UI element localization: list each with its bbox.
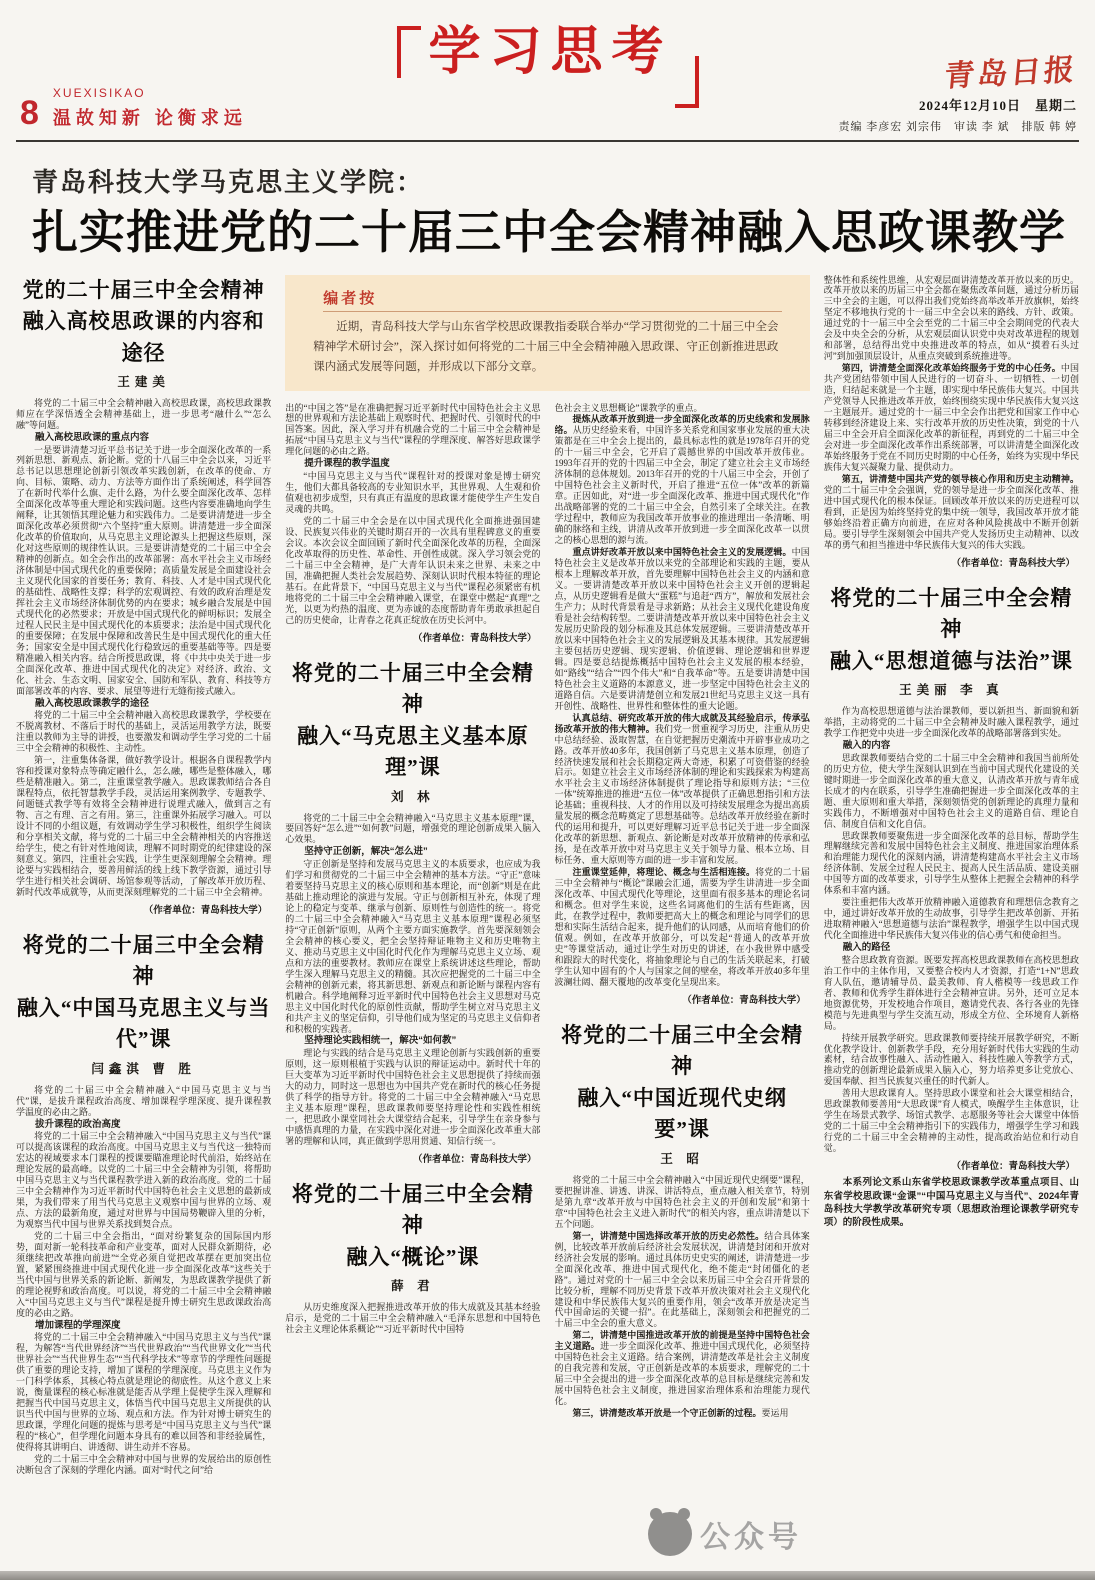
editorial-staff: 责编 李彦宏 刘宗伟 审读 李 斌 排版 韩 婷 bbox=[838, 121, 1077, 133]
body-paragraph: 第四，讲清楚全面深化改革始终服务于党的中心任务。中国共产党团结带领中国人民进行的一切奋斗、一切牺牲、一切创造，归结起来就是一个主题，即实现中华民族伟大复兴。中国共产党领导人民推进改革开放，始终围绕实现中华民族伟大复兴这一主题展开。通过党的十一届三中全会作出把党和国家工作中心转移到经济建设上来、实行改革开放的历史性决策，到党的十八届三中全会开启全面深化改革的新征程，再到党的二十届三中全会对进一步全面深化改革作出系统部署，可以讲清楚全面深化改革始终服务于党在不同历史时期的中心任务，始终为实现中华民族伟大复兴凝聚力量、提供动力。 bbox=[823, 363, 1079, 472]
body-paragraph: 第二，讲清楚中国推进改革开放的前提是坚持中国特色社会主义道路。进一步全面深化改革、推进中国式现代化，必须坚持中国特色社会主义道路。结合案例，讲清楚改革是社会主义制度的自我完善和发展，守正创新是改革的本质要求，理解党的二十届三中全会提出的进一步全面深化改革的总目标是继续完善和发展中国特色社会主义制度，推进国家治理体系和治理能力现代化。 bbox=[554, 1330, 810, 1407]
body-paragraph: 认真总结、研究改革开放的伟大成就及其经验启示，传承弘扬改革开放的伟大精神。我们党一贯重视学习历史，注重从历史中总结经验、汲取智慧，在自觉把握历史潮流中开辟事业成功之路。改革开放40多年，我国创新了马克思主义基本原理，创造了经济快速发展和社会长期稳定两大奇迹，积累了可资借鉴的经验启示。如建立社会主义市场经济体制的理论和实践探索为构建高水平社会主义市场经济体制提供了理论指导和原则方法；“三位一体”统筹推进的推进“五位一体”改革提供了正确思想指引和方法论基础；重视科技、人才的作用以及可持续发展理念为提出高质量发展的概念范畴奠定了思想基础等。总结改革开放经验在新时代的运用和提升，可以更好理解习近平总书记关于进一步全面深化改革的新思想、新观点、新论断是对改革开放精神的传承和弘扬，是在改革开放中对马克思主义关于领导力量、根本立场、目标任务、重大原则等方面的进一步丰富和发展。 bbox=[554, 712, 810, 866]
body-paragraph: 整合思政教育资源。既要发挥高校思政课教师在高校思想政治工作中的主体作用，又要整合校内人才资源，打造“1+N”思政育人队伍，邀请辅导员、最美教师、育人楷模等一线思政工作者、教师和优秀学生群体进行全会精神宣讲。另外，还可立足本地资源优势，开发校地合作项目，邀请党代表、各行各业的先锋模范与先进典型与学生交流互动，形成全方位、全环境育人新格局。 bbox=[823, 954, 1079, 1031]
section-subhead: 融入高校思政课教学的途径 bbox=[35, 697, 150, 709]
article-authors: 闫鑫淇 曹 胜 bbox=[91, 1061, 196, 1076]
page-header bbox=[16, 26, 1079, 142]
paragraph-lead: 注重课堂延伸，将理论、概念与生活相连接。 bbox=[572, 867, 756, 878]
body-paragraph: 持续开展教学研究。思政课教师要持续开展教学研究，不断优化教学设计、创新教学手段，充分用好新时代伟大实践的生动素材，结合故事性融入、活动性融入、科技性融入等教学方式，推动党的创新理论最新成果入脑入心，努力培养更多让党放心、爱国奉献、担当民族复兴重任的时代新人。 bbox=[823, 1032, 1079, 1087]
section-subhead: 坚持理论实践相统一，解决“如何教” bbox=[304, 1035, 457, 1047]
body-paragraph: 注重课堂延伸，将理论、概念与生活相连接。将党的二十届三中全会精神与“概论”课融会汇通，需要为学生讲清进一步全面深化改革、中国式现代化等理论，这里面有很多基本的理论名词和概念。但对学生来说，这些名词离他们的生活有些距离，因此，在教学过程中，教师要把高大上的概念和理论与同学们的思想和实际生活结合起来，提升他们的认同感，从而培育他们的价值观。例如，在改革开放部分，可以发起“普通人的改革开放史”等课堂活动，通过让学生对历史的讲述，在小我世界中感受和跟踪大的时代变化，将抽象理论与自己的生活关联起来，打破学生认知中固有的个人与国家之间的壁垒，将改革开放40多年里波澜壮阔、翻天覆地的改革变化呈现出来。 bbox=[554, 867, 810, 987]
section-subhead: 拔升课程的政治高度 bbox=[35, 1118, 121, 1130]
body-paragraph: 将党的二十届三中全会精神融入“中国马克思主义与当代”课程，为解答“当代世界经济”“当代世界政治”“当代世界文化”“当代世界社会”“当代世界生态”“当代科学技术”等章节的学理性问题提供了重要的理论支持，增加了课程的学理深度。马克思主义作为一门科学体系，其核心特点就是理论的彻底性。从这个意义上来说，衡量课程的核心标准就是能否从学理上促使学生深入理解和把握当代中国马克思主义，体悟当代中国马克思主义所提供的认识当代中国与世界的立场、观点和方法。作为针对博士研究生的思政课，学理化问题的提炼与思考是“中国马克思主义与当代”课程的“核心”，但学理化问题本身具有的难以回答和非经验属性，使得将其讲明白、讲透彻、讲生动并不容易。 bbox=[16, 1332, 272, 1453]
section-subhead: 增加课程的学理深度 bbox=[35, 1319, 121, 1331]
paragraph-lead: 第二，讲清楚中国推进改革开放的前提是坚持中国特色社会主义道路。 bbox=[554, 1330, 810, 1352]
publication-date: 2024年12月10日 星期二 bbox=[918, 98, 1077, 113]
article-authors: 王建美 bbox=[117, 375, 170, 390]
section-subhead: 融入高校思政课的重点内容 bbox=[35, 431, 150, 443]
middle-area bbox=[285, 275, 810, 1533]
main-headline: 扎实推进党的二十届三中全会精神融入思政课教学 bbox=[32, 207, 1066, 258]
section-subhead: 融入的内容 bbox=[842, 740, 891, 752]
author-affiliation: （作者单位：青岛科技大学） bbox=[951, 1161, 1075, 1173]
body-paragraph: 要注重把伟大改革开放精神融入道德教育和理想信念教育之中，通过讲好改革开放的生动故事，引导学生把改革创新、开拓进取精神融入“思想道德与法治”课程教学，增强学生以中国式现代化全面推进中华民族伟大复兴伟业的信心勇气和使命担当。 bbox=[823, 897, 1079, 941]
page-number: 8 bbox=[20, 94, 39, 132]
body-paragraph: 将党的二十届三中全会精神融入高校思政课教学，学校要在不脱离教材、不落后于时代的基础上，灵活运用教学方法，既要注重以教师为主导的讲授，也要激发和调动学生学习党的二十届三中全会精神的积极性、主动性。 bbox=[16, 710, 272, 754]
editor-note-text: 近期，青岛科技大学与山东省学校思政课教指委联合举办“学习贯彻党的二十届三中全会精神学术研讨会”，深入探讨如何将党的二十届三中全会精神融入思政课、守正创新推进思政课内涵式发展等问题，并形成以下部分文章。 bbox=[313, 320, 779, 374]
series-note: 本系列论文系山东省学校思政课教学改革重点项目、山东省学校思政课“金课”“中国马克思主义与当代”、2024年青岛科技大学教学改革研究专项（思想政治理论课教学研究专项）的阶段性成果。 bbox=[823, 1177, 1079, 1229]
article-title: 将党的二十届三中全会精神 融入“中国马克思主义与当代”课 bbox=[16, 932, 271, 1052]
article-title: 将党的二十届三中全会精神 融入“概论”课 bbox=[291, 1181, 534, 1269]
body-paragraph: 党的二十届三中全会精神对中国与世界的发展给出的原创性决断包含了深刻的学理化内涵。面对“时代之问”给 bbox=[16, 1454, 272, 1475]
section-masthead bbox=[396, 26, 698, 108]
body-paragraph: 重点讲好改革开放以来中国特色社会主义的发展逻辑。中国特色社会主义是改革开放以来党的全部理论和实践的主题，要从根本上理解改革开放，首先要理解中国特色社会主义的内涵和意义。一要讲清楚改革开放以来中国特色社会主义开创的逻辑起点，从历史逻辑看是做大“蛋糕”与追赶“西方”，解放和发展社会生产力；从时代背景看是寻求新路；从社会主义现代化建设角度看是社会结构转型。二要讲清楚改革开放以来中国特色社会主义发展历史阶段的划分标准及其总体发展逻辑。三要讲清楚改革开放以来中国特色社会主义的发展逻辑及其基本规律。其发展逻辑主要包括历史逻辑、现实逻辑、价值逻辑、理论逻辑和世界逻辑。四是要总结提炼概括中国特色社会主义发展的根本经验，如“路线”“结合”“四个伟大”和“自我革命”等。五是要讲清楚中国特色社会主义道路的本源意义，进一步坚定中国特色社会主义的道路自信。六是要讲清楚创立和发展21世纪马克思主义这一具有开创性、战略性、世界性和整体性的重大论题。 bbox=[554, 547, 810, 711]
article-authors: 王美丽 李 真 bbox=[899, 683, 1004, 698]
column-2 bbox=[285, 403, 540, 1533]
section-info bbox=[20, 86, 247, 130]
article-title: 党的二十届三中全会精神 融入高校思政课的内容和途径 bbox=[22, 277, 265, 365]
headline-kicker: 青岛科技大学马克思主义学院： bbox=[32, 167, 425, 197]
body-paragraph: 一是要讲清楚习近平总书记关于进一步全面深化改革的一系列新思想、新观点、新论断。党的十八届三中全会以来，习近平总书记以思想理论创新引领改革实践创新，在改革的使命、方向、目标、策略、动力、方法等方面作出了系统阐述，科学回答了在新时代举什么旗、走什么路，为什么要全面深化改革、怎样全面深化改革等重大理论和实践问题。这些内容要准确地向学生阐释，让其领悟其理论魅力和实践伟力。二是要讲清楚进一步全面深化改革必须贯彻“六个坚持”重大原则。讲清楚进一步全面深化改革的价值取向，从马克思主义理论源头上把握这些原则，深化对这些原则的规律性认识。三是要讲清楚党的二十届三中全会精神的创新点。如全会作出的改革部署：高水平社会主义市场经济体制是中国式现代化的重要保障；高质量发展是全面建设社会主义现代化国家的首要任务；教育、科技、人才是中国式现代化的基础性、战略性支撑；科学的宏观调控、有效的政府治理是发挥社会主义市场经济体制优势的内在要求；城乡融合发展是中国式现代化的必然要求；开放是中国式现代化的鲜明标识；发展全过程人民民主是中国式现代化的本质要求；法治是中国式现代化的重要保障；在发展中保障和改善民生是中国式现代化的重大任务；国家安全是中国式现代化行稳致远的重要基础等等。四是要精准融入相关内容。结合所授思政课，将《中共中央关于进一步全面深化改革、推进中国式现代化的决定》对经济、政治、文化、社会、生态文明、国家安全、国防和军队、教育、科技等方面部署改革的内容、要求、展望等进行无缝衔接式融入。 bbox=[16, 444, 272, 696]
paragraph-lead: 提炼从改革开放到进一步全面深化改革的历史线索和发展脉络。 bbox=[554, 414, 810, 436]
article-columns bbox=[16, 275, 1079, 1533]
author-affiliation: （作者单位：青岛科技大学） bbox=[143, 904, 268, 916]
article-authors: 薛 君 bbox=[391, 1279, 435, 1294]
body-paragraph: 第一，讲清楚中国选择改革开放的历史必然性。结合具体案例，比较改革开放前后经济社会发展状况，讲清楚封闭和开放对经济社会发展的影响。通过具体历史史实的阐述，讲清楚进一步全面深化改革、推进中国式现代化，绝不能走“封闭僵化的老路”。通过对党的十一届三中全会以来历届三中全会召开背景的比较分析，理解不同历史背景下改革开放决策对社会主义现代化建设和中华民族伟大复兴的重要作用，领会“改革开放是决定当代中国命运的关键一招”。在此基础上，深刻领会和把握党的二十届三中全会的重大意义。 bbox=[554, 1230, 810, 1329]
paragraph-lead: 第四，讲清楚全面深化改革始终服务于党的中心任务。 bbox=[841, 363, 1061, 374]
body-paragraph: 思政课教师要聚焦进一步全面深化改革的总目标，帮助学生理解继续完善和发展中国特色社会主义制度、推进国家治理体系和治理能力现代化的深刻内涵，讲清楚构建高水平社会主义市场经济体制、发展全过程人民民主、提高人民生活品质、建设美丽中国等方面的改革要求，引导学生从整体上把握全会精神的科学体系和丰富内涵。 bbox=[823, 830, 1079, 896]
paper-info bbox=[839, 48, 1078, 134]
body-paragraph: 善用大思政课育人。坚持思政小课堂和社会大课堂相结合，思政课教师要善用“大思政课”育人模式，唤醒学生主体意识，让学生在场景式教学、场馆式教学、志愿服务等社会大课堂中体悟党的二十届三中全会精神指引下的实践伟力，增强学生学习和践行党的二十届三中全会精神的主动性，提高政治站位和行动自觉。 bbox=[823, 1088, 1079, 1154]
article-title: 将党的二十届三中全会精神 融入“中国近现代史纲要”课 bbox=[561, 1022, 804, 1142]
body-paragraph: 将党的二十届三中全会精神融入高校思政课，高校思政课教师应在学深悟透全会精神基础上，进一步思考“融什么”“怎么融”等问题。 bbox=[16, 398, 272, 430]
body-paragraph: 第三，讲清楚改革开放是一个守正创新的过程。要运用 bbox=[572, 1408, 789, 1419]
section-subhead: 融入的路径 bbox=[842, 942, 891, 954]
body-paragraph: 守正创新是坚持和发展马克思主义的本质要求，也应成为我们学习和贯彻党的二十届三中全会精神的基本方法。“守正”意味着要坚持马克思主义的核心原则和基本理论，而“创新”则是在此基础上推动理论的演进与发展。守正与创新相互补充，体现了理论上的稳定与变革、继承与创新、原则性与创造性的统一。将党的二十届三中全会精神融入“马克思主义基本原理”课程必须坚持“守正创新”原则，从两个主要方面实施教学。首先要深刻领会全会精神的核心要义，把全会坚持辩证唯物主义和历史唯物主义、推动马克思主义中国化时代化作为理解马克思主义立场、观点和方法的重要教材。教师应在课堂上系统讲述这些理论，帮助学生深入理解马克思主义的精髓。其次应把握党的二十届三中全会精神的创新元素，将其新思想、新观点和新论断与课程内容有机融合。科学地阐释习近平新时代中国特色社会主义思想对马克思主义中国化时代化的原创性贡献，帮助学生树立对马克思主义和共产主义的坚定信仰，引导他们成为坚定的马克思主义信仰者和积极的实践者。 bbox=[285, 858, 541, 1034]
author-affiliation: （作者单位：青岛科技大学） bbox=[682, 994, 806, 1006]
column-1 bbox=[16, 275, 271, 1533]
article-title: 将党的二十届三中全会精神 融入“马克思主义基本原理”课 bbox=[291, 660, 534, 779]
section-subhead: 坚持守正创新，解决“怎么进” bbox=[304, 846, 428, 858]
body-paragraph: “中国马克思主义与当代”课程针对的授课对象是博士研究生，他们大都具备较高的专业知识水平，其世界观、人生观和价值观也初步成型，只有真正有温度的思政课才能使学生产生发自灵魂的共鸣。 bbox=[285, 470, 541, 514]
editor-note-header bbox=[323, 287, 782, 312]
body-paragraph: 色社会主义思想概论”课教学的重点。 bbox=[554, 402, 703, 413]
article-title: 将党的二十届三中全会精神 融入“思想道德与法治”课 bbox=[829, 585, 1073, 673]
body-paragraph: 作为高校思想道德与法治课教师，要以新担当、新面貌和新举措，主动将党的二十届三中全会精神及时融入课程教学，通过教学工作把党中央进一步全面深化改革的战略部署落到实处。 bbox=[823, 706, 1079, 739]
body-paragraph: 将党的二十届三中全会精神融入“中国近现代史纲要”课程，要把握讲准、讲透、讲深、讲活特点，重点融入相关章节，特别是第九章“改革开放与中国特色社会主义的开创和发展”和第十章“中国特色社会主义进入新时代”的相关内容，重点讲清楚以下五个问题。 bbox=[554, 1174, 810, 1229]
author-affiliation: （作者单位：青岛科技大学） bbox=[412, 1153, 537, 1165]
paragraph-lead: 重点讲好改革开放以来中国特色社会主义的发展逻辑。 bbox=[572, 547, 792, 558]
page-bottom-edge bbox=[0, 1571, 1095, 1580]
editor-note-box bbox=[285, 275, 810, 391]
body-paragraph: 将党的二十届三中全会精神融入“中国马克思主义与当代”课可以提高该课程的政治高度。中国马克思主义与当代这一独特而宏达的视域要求本门课程的授课要瞄准理论时代前沿，始终站在理论发展的最高峰。以党的二十届三中全会精神为引领，将帮助中国马克思主义与当代课程教学进入新的政治高度。党的二十届三中全会精神作为习近平新时代中国特色社会主义思想的最新成果，为我们带来了用当代马克思主义观察中国与世界的立场、观点、方法的最新角度，通过对世界与中国局势鞭辟入里的分析，为观察当代中国与世界关系找到契合点。 bbox=[16, 1131, 272, 1230]
section-title: 学习思考 bbox=[428, 24, 673, 81]
body-paragraph: 党的二十届三中全会指出，“面对纷繁复杂的国际国内形势，面对新一轮科技革命和产业变革，面对人民群众新期待，必须继续把改革推向前进”“全党必须自觉把改革摆在更加突出位置，紧紧围绕推进中国式现代化进一步全面深化改革”这些关于当代中国与世界关系的新论断、新阐发，为思政课教学提供了新的理论视野和政治高度。可以说，将党的二十届三中全会精神融入“中国马克思主义与当代”课程是提升博士研究生思政课政治高度的必由之路。 bbox=[16, 1231, 272, 1318]
lead-headline bbox=[32, 162, 1075, 259]
bracket-open-icon bbox=[396, 26, 420, 78]
paragraph-lead: 第一，讲清楚中国选择改革开放的历史必然性。 bbox=[572, 1230, 765, 1241]
paragraph-lead: 认真总结、研究改革开放的伟大成就及其经验启示，传承弘扬改革开放的伟大精神。 bbox=[554, 712, 810, 734]
section-slogan: 温故知新 论衡求远 bbox=[52, 108, 247, 128]
body-paragraph: 第一，注重集体备课，做好教学设计。根据各自课程教学内容和授课对象特点等确定融什么，怎么融，哪些是整体融入，哪些是精准融入。第二，注重课堂教学融入。思政课教师结合各自课程特点，依托智慧教学手段，灵活运用案例教学、专题教学、问题链式教学等有效将全会精神进行说理式融入，做到言之有物、言之有理、言之有用。第三，注重课外拓展学习融入。可以设计不同的小组议题，有效调动学生学习积极性，组织学生阅读和分享相关文献，将与党的二十届三中全会精神相关的内容推送给学生，使之有针对性地阅读，理解不同时期党的纪律建设的深刻意义。第四，注重社会实践，让学生更深刻理解全会精神。理论要与实践相结合，要善用鲜活的线上线下教学资源，通过引导学生进行相关社会调研、场馆参观等活动，了解改革开放历程、新时代改革成就等，从而更深刻理解党的二十届三中全会精神。 bbox=[16, 755, 272, 897]
body-paragraph: 从历史维度深入把握推进改革开放的伟大成就及其基本经验启示，是党的二十届三中全会精神融入“毛泽东思想和中国特色社会主义理论体系概论”“习近平新时代中国特 bbox=[285, 1302, 541, 1335]
body-paragraph: 理论与实践的结合是马克思主义理论创新与实践创新的重要原则，这一原则根植于实践与认识的辩证运动中。新时代十年的巨大变革为习近平新时代中国特色社会主义思想提供了持续而强大的动力，同时这一思想也为中国共产党在新时代的核心任务提供了科学的指导方针。将党的二十届三中全会精神融入“马克思主义基本原理”课程，思政课教师要坚持理论性和实践性相统一，把思政小课堂同社会大课堂结合起来，引导学生在亲身参与中感悟真理的力量，在实践中深化对进一步全面深化改革重大部署的理解和认同，真正做到学思用贯通、知信行统一。 bbox=[285, 1048, 541, 1146]
bracket-close-icon bbox=[675, 56, 699, 108]
watermark-text: 公众号 bbox=[700, 1521, 802, 1554]
paragraph-lead: 第五，讲清楚中国共产党的领导核心作用和历史主动精神。 bbox=[841, 473, 1079, 484]
body-paragraph: 出的“中国之答”是在准确把握习近平新时代中国特色社会主义思想的世界观和方法论基础上观察时代、把握时代、引领时代的中国答案。因此，深入学习并有机融合党的二十届三中全会精神是拓展“中国马克思主义与当代”课程的学理深度、解答好思政课学理化问题的必由之路。 bbox=[285, 402, 541, 457]
article-authors: 王 昭 bbox=[660, 1151, 704, 1166]
paragraph-lead: 第三，讲清楚改革开放是一个守正创新的过程。 bbox=[572, 1408, 762, 1419]
author-affiliation: （作者单位：青岛科技大学） bbox=[412, 632, 537, 644]
section-name-pinyin: XUEXISIKAO bbox=[52, 86, 146, 100]
body-paragraph: 将党的二十届三中全会精神融入“马克思主义基本原理”课，要回答好“怎么进”“如何教”问题，增强党的理论创新成果入脑入心效果。 bbox=[285, 812, 541, 845]
body-paragraph: 整体性和系统性思维，从宏观层面讲清楚改革开放以来的历史。改革开放以来的历届三中全会都在聚焦改革问题，通过分析历届三中全会的主题，可以得出我们党始终高举改革开放旗帜，始终坚定不移地执行党的十一届三中全会以来的路线、方针、政策。通过党的十一届三中全会至党的二十届三中全会期间党的代表大会及中央全会的分析，从宏观层面认识党中央对改革进程的规划和部署，总结得出党中央推进改革的特点，如从“摸着石头过河”到加强顶层设计，从重点突破到系统推进等。 bbox=[823, 274, 1079, 362]
body-paragraph: 提炼从改革开放到进一步全面深化改革的历史线索和发展脉络。从历史经验来看，中国许多关系党和国家事业发展的重大决策都是在三中全会上提出的，最具标志性的就是1978年召开的党的十一届三中全会，它开启了震撼世界的中国改革开放伟业。1993年召开的党的十四届三中全会，制定了建立社会主义市场经济体制的总体规划。2013年召开的党的十八届三中全会，开创了中国特色社会主义新时代，开启了推进“五位一体”改革的新篇章。正因如此，对“进一步全面深化改革、推进中国式现代化”作出战略部署的党的二十届三中全会，自然引来了全球关注。在教学过程中，教师应为我国改革开放事业的推进理出一条清晰、明确的脉络和主线，讲清从改革开放到进一步全面深化改革一以贯之的核心思想的源与流。 bbox=[554, 414, 810, 546]
column-3 bbox=[555, 403, 810, 1533]
column-4 bbox=[824, 275, 1079, 1533]
body-paragraph: 思政课教师要结合党的二十届三中全会精神和我国当前所处的历史方位，使大学生深刻认识到在当前中国式现代化建设的关键时期进一步全面深化改革的重大意义，认清改革开放与青年成长成才的内在联系，引导学生准确把握进一步全面深化改革的主题、重大原则和重大举措，深刻领悟党的创新理论的真理力量和实践伟力，不断增强对中国特色社会主义的道路自信、理论自信、制度自信和文化自信。 bbox=[823, 752, 1079, 829]
body-paragraph: 将党的二十届三中全会精神融入“中国马克思主义与当代”课，是拔升课程政治高度、增加课程学理深度、提升课程教学温度的必由之路。 bbox=[16, 1084, 272, 1117]
editor-note-label: 编者按 bbox=[323, 289, 378, 307]
body-paragraph: 第五，讲清楚中国共产党的领导核心作用和历史主动精神。党的二十届三中全会强调，党的领导是进一步全面深化改革、推进中国式现代化的根本保证。回顾改革开放以来的历史进程可以看到，正是因为始终坚持党的集中统一领导，我国改革开放才能够始终沿着正确方向前进，在应对各种风险挑战中不断开创新局。要引导学生深刻领会中国共产党人发扬历史主动精神、以改革的勇气和担当推进中华民族伟大复兴的伟大实践。 bbox=[823, 473, 1079, 550]
article-authors: 刘 林 bbox=[391, 789, 435, 804]
section-subhead: 提升课程的教学温度 bbox=[304, 458, 390, 470]
body-paragraph: 党的二十届三中全会是在以中国式现代化全面推进强国建设、民族复兴伟业的关键时期召开的一次具有里程碑意义的重要会议。本次会议全面回顾了新时代全面深化改革的历程，全面深化改革取得的历史性、革命性、开创性成就。深入学习领会党的二十届三中全会精神，是广大青年认识未来之世界、未来之中国，准确把握人类社会发展趋势、深刻认识时代根本特征的理论基石。在此背景下，“中国马克思主义与当代”课程必须紧密有机地将党的二十届三中全会精神融入课堂，在课堂中燃起“真理”之光，以更为灼热的温度、更为赤诚的态度帮助青年勇敢承担起自己的历史使命，让青春之花真正绽放在历史长河中。 bbox=[285, 515, 541, 625]
paper-logo: 青岛日报 bbox=[942, 53, 1079, 94]
author-affiliation: （作者单位：青岛科技大学） bbox=[951, 557, 1075, 569]
